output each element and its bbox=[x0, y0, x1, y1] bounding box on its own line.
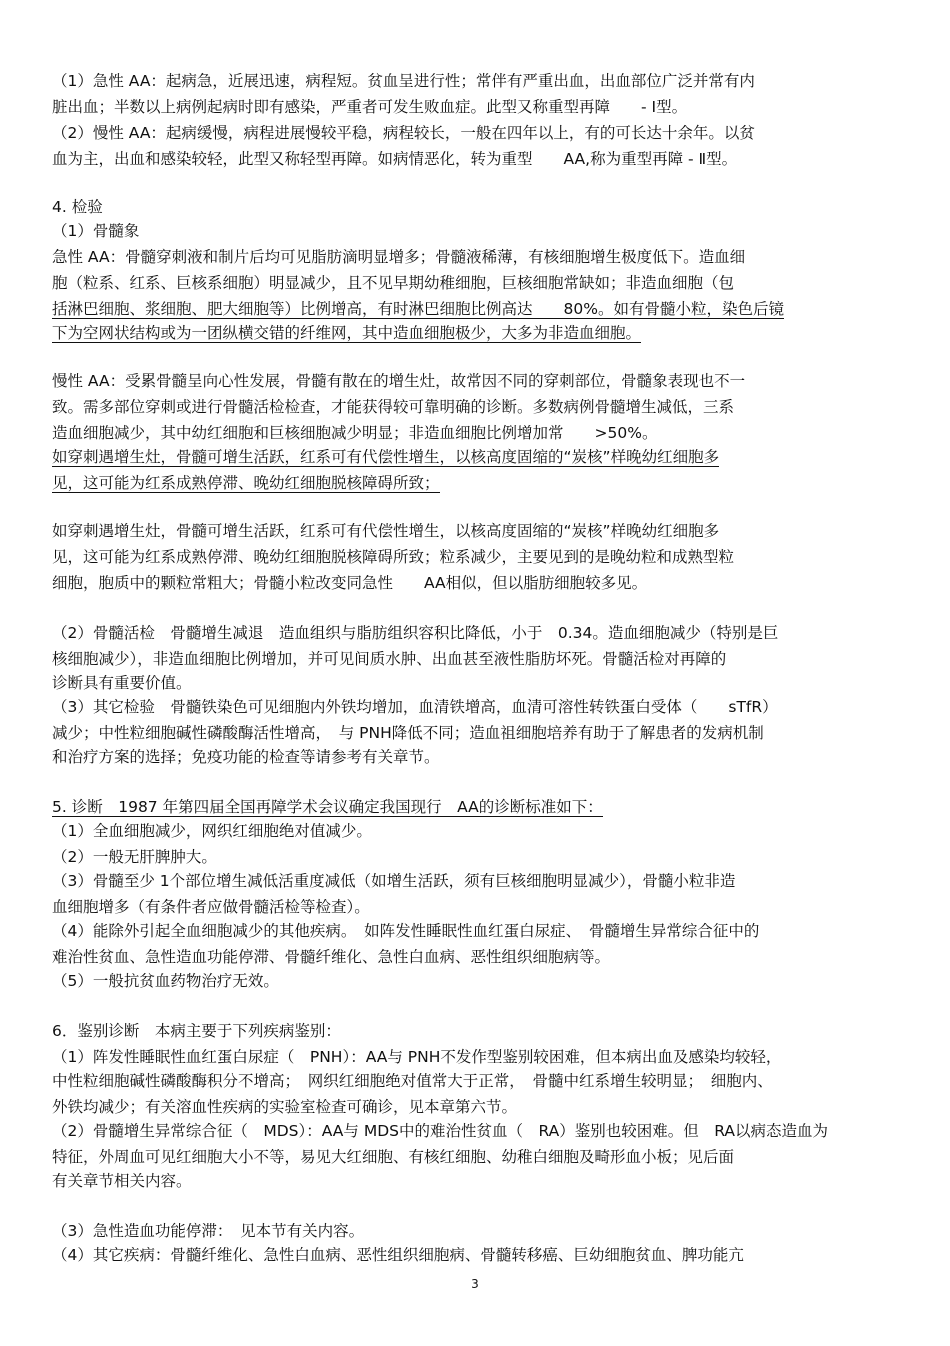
text-line-content: （2）一般无肝脾肿大。 bbox=[52, 848, 217, 866]
text-line-content: 外铁均减少；有关溶血性疾病的实验室检查可确诊，见本章第六节。 bbox=[52, 1098, 518, 1116]
text-line-content: 诊断具有重要价值。 bbox=[52, 674, 192, 692]
text-line-content: 细胞，胞质中的颗粒常粗大；骨髓小粒改变同急性 AA相似，但以脂肪细胞较多见。 bbox=[52, 574, 648, 592]
text-line bbox=[52, 622, 902, 644]
text-line-content: 难治性贫血、急性造血功能停滞、骨髓纤维化、急性白血病、恶性组织细胞病等。 bbox=[52, 948, 611, 966]
text-line bbox=[52, 298, 902, 320]
text-line bbox=[52, 820, 902, 842]
text-line bbox=[52, 1220, 902, 1242]
text-line-content: 见，这可能为红系成熟停滞、晚幼红细胞脱核障碍所致；粒系减少，主要见到的是晚幼粒和成熟型粒 bbox=[52, 548, 735, 566]
text-line bbox=[52, 796, 902, 818]
text-line bbox=[52, 96, 902, 118]
text-line-content: （3）骨髓至少 1个部位增生减低活重度减低（如增生活跃，须有巨核细胞明显减少），骨髓小粒非造 bbox=[52, 872, 736, 890]
text-line bbox=[52, 196, 902, 218]
text-line-content: （2）骨髓活检 骨髓增生减退 造血组织与脂肪组织容积比降低，小于 0.34。造血细胞减少（特别是巨 bbox=[52, 624, 779, 642]
text-line bbox=[52, 696, 902, 718]
text-line bbox=[52, 970, 902, 992]
text-line bbox=[52, 472, 902, 494]
text-line bbox=[52, 1046, 902, 1068]
text-line bbox=[52, 920, 902, 942]
text-line bbox=[52, 546, 902, 568]
text-line-content: 核细胞减少），非造血细胞比例增加，并可见间质水肿、出血甚至液性脂肪坏死。骨髓活检对再障的 bbox=[52, 650, 727, 668]
text-line bbox=[52, 520, 902, 542]
text-line bbox=[52, 396, 902, 418]
text-line-content: 如穿刺遇增生灶，骨髓可增生活跃，红系可有代偿性增生，以核高度固缩的“炭核”样晚幼红细胞多 bbox=[52, 448, 720, 466]
text-line-content: 减少；中性粒细胞碱性磷酸酶活性增高， 与 PNH降低不同；造血祖细胞培养有助于了解患者的发病机制 bbox=[52, 724, 764, 742]
text-line-content: 胞（粒系、红系、巨核系细胞）明显减少，且不见早期幼稚细胞，巨核细胞常缺如；非造血细胞（包 bbox=[52, 274, 735, 292]
text-line bbox=[52, 870, 902, 892]
text-line-content: 见，这可能为红系成熟停滞、晚幼红细胞脱核障碍所致； bbox=[52, 474, 440, 492]
text-line-content: 5. 诊断 1987 年第四届全国再障学术会议确定我国现行 AA的诊断标准如下： bbox=[52, 798, 603, 816]
text-line-content: 括淋巴细胞、浆细胞、肥大细胞等）比例增高，有时淋巴细胞比例高达 80%。如有骨髓小粒，染色后镜 bbox=[52, 300, 784, 318]
text-line bbox=[52, 148, 902, 170]
text-line bbox=[52, 122, 902, 144]
text-line bbox=[52, 846, 902, 868]
text-line bbox=[52, 946, 902, 968]
text-line-content: 4. 检验 bbox=[52, 198, 103, 216]
text-line bbox=[52, 272, 902, 294]
text-line-content: 和治疗方案的选择；免疫功能的检查等请参考有关章节。 bbox=[52, 748, 440, 766]
text-line-content: 特征，外周血可见红细胞大小不等，易见大红细胞、有核红细胞、幼稚白细胞及畸形血小板；见后面 bbox=[52, 1148, 735, 1166]
text-line bbox=[52, 1096, 902, 1118]
text-line-content: （1）阵发性睡眠性血红蛋白尿症（ PNH）：AA与 PNH不发作型鉴别较困难，但本病出血及感染均较轻， bbox=[52, 1048, 782, 1066]
text-line bbox=[52, 896, 902, 918]
text-line bbox=[52, 1170, 902, 1192]
page-number: 3 bbox=[471, 1277, 479, 1291]
text-line bbox=[52, 722, 902, 744]
text-line-content: 6．鉴别诊断 本病主要于下列疾病鉴别： bbox=[52, 1022, 341, 1040]
text-line-content: 中性粒细胞碱性磷酸酶积分不增高； 网织红细胞绝对值常大于正常， 骨髓中红系增生较明显； 细胞内、 bbox=[52, 1072, 773, 1090]
text-line-content: 有关章节相关内容。 bbox=[52, 1172, 192, 1190]
text-line-content: （3）其它检验 骨髓铁染色可见细胞内外铁均增加，血清铁增高，血清可溶性转铁蛋白受体（ sTfR） bbox=[52, 698, 778, 716]
text-line-content: （4）能除外引起全血细胞减少的其他疾病。 如阵发性睡眠性血红蛋白尿症、 骨髓增生异常综合征中的 bbox=[52, 922, 760, 940]
text-line-content: （4）其它疾病：骨髓纤维化、急性白血病、恶性组织细胞病、骨髓转移癌、巨幼细胞贫血、脾功能亢 bbox=[52, 1246, 744, 1264]
text-line-content: 致。需多部位穿刺或进行骨髓活检检查，才能获得较可靠明确的诊断。多数病例骨髓增生减低，三系 bbox=[52, 398, 735, 416]
text-line-content: 造血细胞减少，其中幼红细胞和巨核细胞减少明显；非造血细胞比例增加常 >50%。 bbox=[52, 424, 658, 442]
text-line bbox=[52, 1120, 902, 1142]
text-line-content: （2）慢性 AA：起病缓慢，病程进展慢较平稳，病程较长，一般在四年以上，有的可长达十余年。以贫 bbox=[52, 124, 755, 142]
text-line bbox=[52, 648, 902, 670]
text-line-content: （1）骨髓象 bbox=[52, 222, 140, 240]
text-line-content: （3）急性造血功能停滞： 见本节有关内容。 bbox=[52, 1222, 365, 1240]
text-line-content: 急性 AA：骨髓穿刺液和制片后均可见脂肪滴明显增多；骨髓液稀薄，有核细胞增生极度低下。造血细 bbox=[52, 248, 746, 266]
text-line-content: 下为空网状结构或为一团纵横交错的纤维网，其中造血细胞极少，大多为非造血细胞。 bbox=[52, 324, 642, 342]
text-line-content: 血细胞增多（有条件者应做骨髓活检等检查）。 bbox=[52, 898, 370, 916]
text-line bbox=[52, 322, 902, 344]
text-line-content: （2）骨髓增生异常综合征（ MDS）：AA与 MDS中的难治性贫血（ RA）鉴别也较困难。但 RA以病态造血为 bbox=[52, 1122, 828, 1140]
text-line-content: 慢性 AA：受累骨髓呈向心性发展，骨髓有散在的增生灶，故常因不同的穿刺部位，骨髓象表现也不一 bbox=[52, 372, 746, 390]
text-line-content: （1）急性 AA：起病急，近展迅速，病程短。贫血呈进行性；常伴有严重出血，出血部位广泛并常有内 bbox=[52, 72, 755, 90]
text-line bbox=[52, 1070, 902, 1092]
text-line-content: 血为主，出血和感染较轻，此型又称轻型再障。如病情恶化，转为重型 AA,称为重型再障 - Ⅱ型。 bbox=[52, 150, 738, 168]
text-line bbox=[52, 446, 902, 468]
text-line bbox=[52, 572, 902, 594]
text-line bbox=[52, 1020, 902, 1042]
text-line-content: （5）一般抗贫血药物治疗无效。 bbox=[52, 972, 279, 990]
text-line bbox=[52, 220, 902, 242]
text-line bbox=[52, 422, 902, 444]
text-line-content: （1）全血细胞减少，网织红细胞绝对值减少。 bbox=[52, 822, 372, 840]
text-line-content: 如穿刺遇增生灶，骨髓可增生活跃，红系可有代偿性增生，以核高度固缩的“炭核”样晚幼红细胞多 bbox=[52, 522, 720, 540]
text-line-content: 脏出血；半数以上病例起病时即有感染，严重者可发生败血症。此型又称重型再障 - Ⅰ型。 bbox=[52, 98, 688, 116]
text-line bbox=[52, 746, 902, 768]
text-line bbox=[52, 246, 902, 268]
text-line bbox=[52, 70, 902, 92]
text-line bbox=[52, 1146, 902, 1168]
text-line bbox=[52, 1244, 902, 1266]
text-line bbox=[52, 672, 902, 694]
text-line bbox=[52, 370, 902, 392]
